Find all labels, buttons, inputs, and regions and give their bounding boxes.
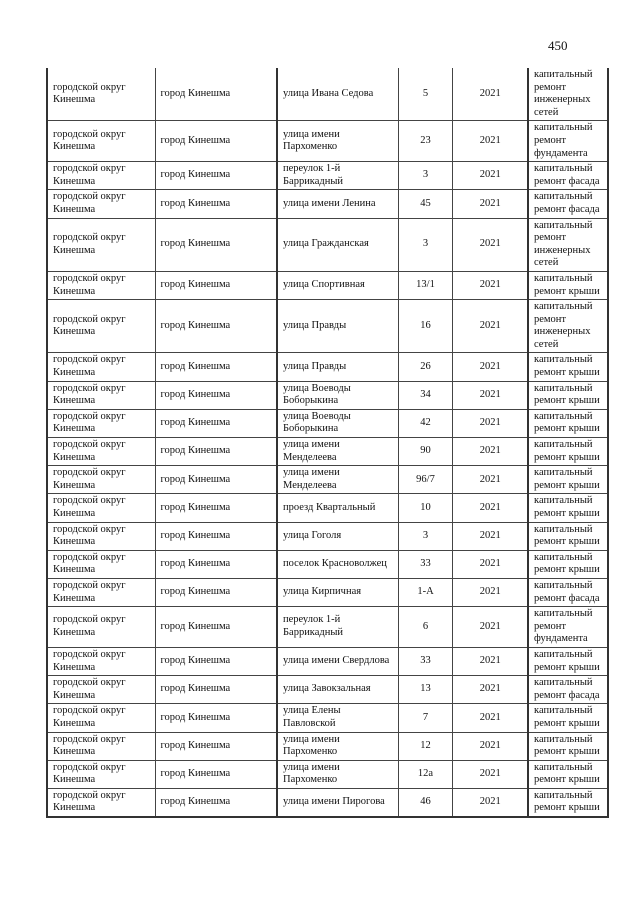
house-number-cell: 3 <box>398 162 452 190</box>
year-cell: 2021 <box>452 353 528 381</box>
street-cell: улица Гражданская <box>277 218 398 271</box>
work-type-cell: капитальный ремонт инженерных сетей <box>528 300 608 353</box>
table-row <box>47 760 608 788</box>
house-number-cell: 12 <box>398 732 452 760</box>
house-number-cell: 45 <box>398 190 452 218</box>
work-type-cell: капитальный ремонт крыши <box>528 438 608 466</box>
street-cell: улица Ивана Седова <box>277 68 398 121</box>
work-type-cell: капитальный ремонт крыши <box>528 788 608 817</box>
work-type-cell: капитальный ремонт фундамента <box>528 121 608 162</box>
table-row <box>47 607 608 648</box>
street-cell: поселок Красноволжец <box>277 550 398 578</box>
district-cell: городской округ Кинешма <box>47 271 155 299</box>
city-cell: город Кинешма <box>155 550 277 578</box>
work-type-cell: капитальный ремонт крыши <box>528 647 608 675</box>
year-cell: 2021 <box>452 647 528 675</box>
city-cell: город Кинешма <box>155 647 277 675</box>
table-row <box>47 300 608 353</box>
table-row <box>47 494 608 522</box>
house-number-cell: 3 <box>398 522 452 550</box>
table-row <box>47 438 608 466</box>
district-cell: городской округ Кинешма <box>47 732 155 760</box>
year-cell: 2021 <box>452 494 528 522</box>
work-type-cell: капитальный ремонт крыши <box>528 522 608 550</box>
district-cell: городской округ Кинешма <box>47 522 155 550</box>
house-number-cell: 10 <box>398 494 452 522</box>
street-cell: проезд Квартальный <box>277 494 398 522</box>
year-cell: 2021 <box>452 190 528 218</box>
year-cell: 2021 <box>452 704 528 732</box>
work-type-cell: капитальный ремонт инженерных сетей <box>528 218 608 271</box>
house-number-cell: 1-А <box>398 578 452 606</box>
street-cell: улица Воеводы Боборыкина <box>277 381 398 409</box>
year-cell: 2021 <box>452 162 528 190</box>
work-type-cell: капитальный ремонт фасада <box>528 676 608 704</box>
district-cell: городской округ Кинешма <box>47 760 155 788</box>
district-cell: городской округ Кинешма <box>47 68 155 121</box>
district-cell: городской округ Кинешма <box>47 676 155 704</box>
table-row <box>47 353 608 381</box>
table-row <box>47 68 608 121</box>
street-cell: улица Правды <box>277 300 398 353</box>
table-row <box>47 550 608 578</box>
year-cell: 2021 <box>452 760 528 788</box>
city-cell: город Кинешма <box>155 68 277 121</box>
street-cell: улица имени Менделеева <box>277 438 398 466</box>
house-number-cell: 13/1 <box>398 271 452 299</box>
table-row <box>47 121 608 162</box>
city-cell: город Кинешма <box>155 676 277 704</box>
table-row <box>47 704 608 732</box>
city-cell: город Кинешма <box>155 466 277 494</box>
district-cell: городской округ Кинешма <box>47 647 155 675</box>
work-type-cell: капитальный ремонт крыши <box>528 550 608 578</box>
house-number-cell: 16 <box>398 300 452 353</box>
year-cell: 2021 <box>452 607 528 648</box>
work-type-cell: капитальный ремонт крыши <box>528 466 608 494</box>
city-cell: город Кинешма <box>155 271 277 299</box>
city-cell: город Кинешма <box>155 704 277 732</box>
district-cell: городской округ Кинешма <box>47 409 155 437</box>
year-cell: 2021 <box>452 522 528 550</box>
house-number-cell: 96/7 <box>398 466 452 494</box>
city-cell: город Кинешма <box>155 353 277 381</box>
table-row <box>47 732 608 760</box>
year-cell: 2021 <box>452 68 528 121</box>
street-cell: переулок 1-й Баррикадный <box>277 607 398 648</box>
year-cell: 2021 <box>452 438 528 466</box>
work-type-cell: капитальный ремонт крыши <box>528 732 608 760</box>
district-cell: городской округ Кинешма <box>47 788 155 817</box>
street-cell: улица Кирпичная <box>277 578 398 606</box>
year-cell: 2021 <box>452 409 528 437</box>
year-cell: 2021 <box>452 732 528 760</box>
repair-table <box>46 68 609 818</box>
street-cell: улица Елены Павловской <box>277 704 398 732</box>
house-number-cell: 90 <box>398 438 452 466</box>
district-cell: городской округ Кинешма <box>47 578 155 606</box>
city-cell: город Кинешма <box>155 607 277 648</box>
house-number-cell: 7 <box>398 704 452 732</box>
work-type-cell: капитальный ремонт крыши <box>528 704 608 732</box>
street-cell: улица имени Ленина <box>277 190 398 218</box>
table-row <box>47 578 608 606</box>
district-cell: городской округ Кинешма <box>47 190 155 218</box>
district-cell: городской округ Кинешма <box>47 300 155 353</box>
work-type-cell: капитальный ремонт крыши <box>528 353 608 381</box>
city-cell: город Кинешма <box>155 300 277 353</box>
house-number-cell: 46 <box>398 788 452 817</box>
street-cell: улица Правды <box>277 353 398 381</box>
work-type-cell: капитальный ремонт инженерных сетей <box>528 68 608 121</box>
city-cell: город Кинешма <box>155 409 277 437</box>
year-cell: 2021 <box>452 381 528 409</box>
house-number-cell: 34 <box>398 381 452 409</box>
year-cell: 2021 <box>452 271 528 299</box>
street-cell: улица имени Пархоменко <box>277 121 398 162</box>
year-cell: 2021 <box>452 121 528 162</box>
district-cell: городской округ Кинешма <box>47 466 155 494</box>
house-number-cell: 23 <box>398 121 452 162</box>
house-number-cell: 42 <box>398 409 452 437</box>
city-cell: город Кинешма <box>155 732 277 760</box>
house-number-cell: 33 <box>398 647 452 675</box>
district-cell: городской округ Кинешма <box>47 704 155 732</box>
table-row <box>47 162 608 190</box>
house-number-cell: 13 <box>398 676 452 704</box>
year-cell: 2021 <box>452 466 528 494</box>
work-type-cell: капитальный ремонт крыши <box>528 494 608 522</box>
house-number-cell: 5 <box>398 68 452 121</box>
city-cell: город Кинешма <box>155 121 277 162</box>
street-cell: улица Гоголя <box>277 522 398 550</box>
work-type-cell: капитальный ремонт крыши <box>528 271 608 299</box>
street-cell: переулок 1-й Баррикадный <box>277 162 398 190</box>
street-cell: улица имени Менделеева <box>277 466 398 494</box>
district-cell: городской округ Кинешма <box>47 121 155 162</box>
street-cell: улица Воеводы Боборыкина <box>277 409 398 437</box>
house-number-cell: 26 <box>398 353 452 381</box>
city-cell: город Кинешма <box>155 190 277 218</box>
work-type-cell: капитальный ремонт крыши <box>528 409 608 437</box>
city-cell: город Кинешма <box>155 438 277 466</box>
table-row <box>47 466 608 494</box>
district-cell: городской округ Кинешма <box>47 438 155 466</box>
city-cell: город Кинешма <box>155 578 277 606</box>
district-cell: городской округ Кинешма <box>47 353 155 381</box>
district-cell: городской округ Кинешма <box>47 550 155 578</box>
year-cell: 2021 <box>452 676 528 704</box>
street-cell: улица имени Пархоменко <box>277 760 398 788</box>
year-cell: 2021 <box>452 550 528 578</box>
district-cell: городской округ Кинешма <box>47 381 155 409</box>
district-cell: городской округ Кинешма <box>47 218 155 271</box>
street-cell: улица имени Пархоменко <box>277 732 398 760</box>
district-cell: городской округ Кинешма <box>47 162 155 190</box>
table-row <box>47 218 608 271</box>
city-cell: город Кинешма <box>155 760 277 788</box>
table-body <box>47 68 608 817</box>
page-number: 450 <box>548 38 568 53</box>
city-cell: город Кинешма <box>155 218 277 271</box>
city-cell: город Кинешма <box>155 522 277 550</box>
year-cell: 2021 <box>452 300 528 353</box>
work-type-cell: капитальный ремонт крыши <box>528 760 608 788</box>
table-row <box>47 522 608 550</box>
work-type-cell: капитальный ремонт крыши <box>528 381 608 409</box>
table-row <box>47 647 608 675</box>
street-cell: улица Спортивная <box>277 271 398 299</box>
year-cell: 2021 <box>452 788 528 817</box>
house-number-cell: 12а <box>398 760 452 788</box>
table-row <box>47 676 608 704</box>
work-type-cell: капитальный ремонт фасада <box>528 162 608 190</box>
work-type-cell: капитальный ремонт фундамента <box>528 607 608 648</box>
table-row <box>47 409 608 437</box>
work-type-cell: капитальный ремонт фасада <box>528 578 608 606</box>
district-cell: городской округ Кинешма <box>47 607 155 648</box>
city-cell: город Кинешма <box>155 162 277 190</box>
table-row <box>47 271 608 299</box>
table-row <box>47 381 608 409</box>
house-number-cell: 33 <box>398 550 452 578</box>
year-cell: 2021 <box>452 578 528 606</box>
city-cell: город Кинешма <box>155 494 277 522</box>
year-cell: 2021 <box>452 218 528 271</box>
table-row <box>47 190 608 218</box>
street-cell: улица Завокзальная <box>277 676 398 704</box>
house-number-cell: 6 <box>398 607 452 648</box>
work-type-cell: капитальный ремонт фасада <box>528 190 608 218</box>
table-row <box>47 788 608 817</box>
street-cell: улица имени Пирогова <box>277 788 398 817</box>
city-cell: город Кинешма <box>155 381 277 409</box>
district-cell: городской округ Кинешма <box>47 494 155 522</box>
city-cell: город Кинешма <box>155 788 277 817</box>
street-cell: улица имени Свердлова <box>277 647 398 675</box>
house-number-cell: 3 <box>398 218 452 271</box>
